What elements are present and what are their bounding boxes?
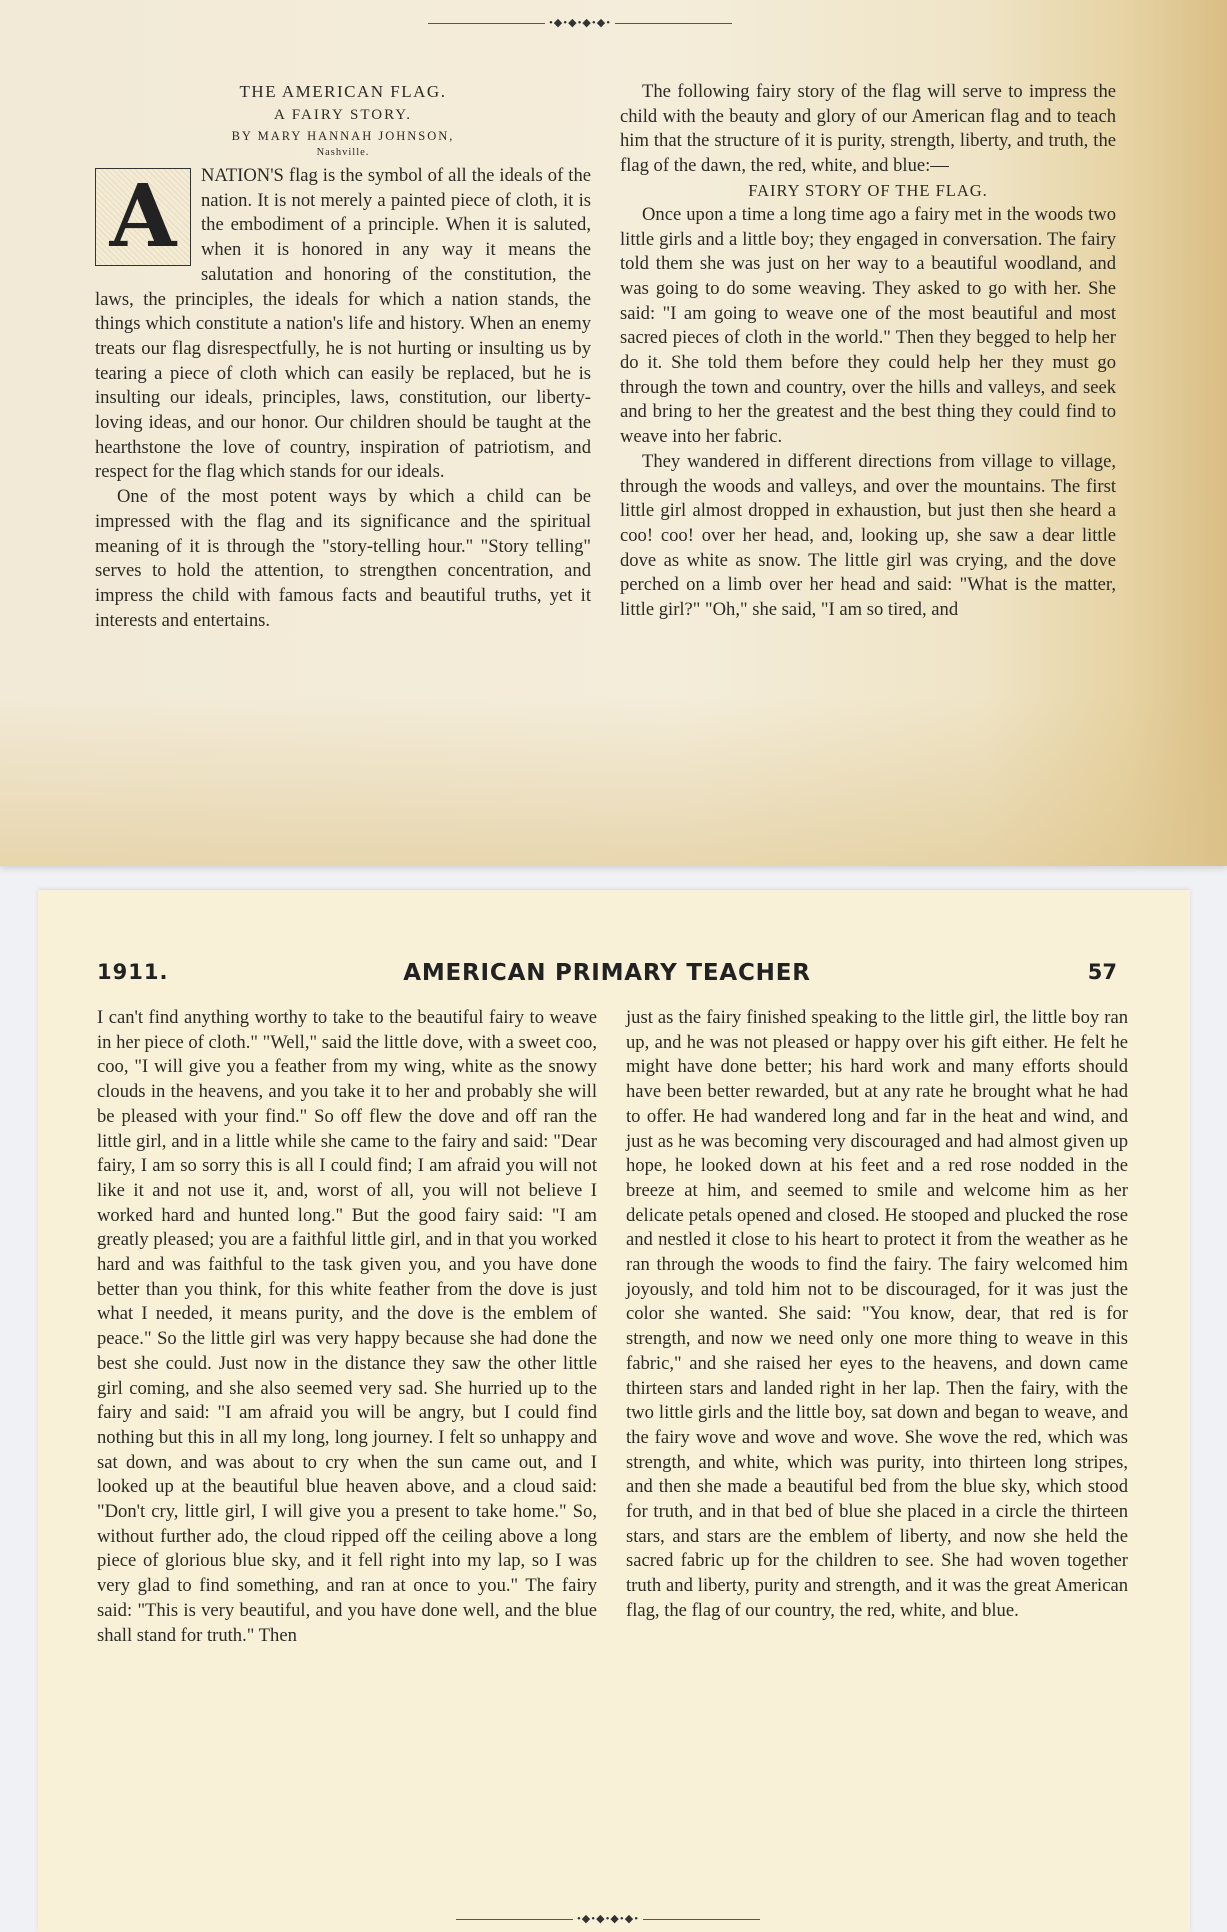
article-title: THE AMERICAN FLAG.	[239, 82, 447, 101]
byline: BY MARY HANNAH JOHNSON,	[231, 129, 455, 143]
top-ornament-rule: •◆•◆•◆•◆•	[428, 16, 732, 30]
storytelling-paragraph: One of the most potent ways by which a child can be impressed with the flag and its significance and the spiritual meaning of it is through the "story-telling hour." "Story telling" serves to hold the attention, to strengthen concentration, and impress the child with famous facts and beautiful truths, yet it interests and entertains.	[95, 486, 591, 631]
bottom-ornament-rule: •◆•◆•◆•◆•	[456, 1912, 760, 1926]
ornamental-drop-cap: A	[95, 168, 191, 266]
running-header	[97, 960, 1117, 990]
intro-paragraph: NATION'S flag is the symbol of all the ideals of the nation. It is not merely a painted piece of cloth, it is the embodiment of a principle. When it is saluted, when it is honored in any way it means the salutation and honoring of the constitution, the laws, the principles, the ideals for which a nation stands, the things which constitute a nation's life and history. When an enemy treats our flag disrespectfully, he is not hurting or insulting us by tearing a piece of cloth which can easily be replaced, but he is insulting our ideals, principles, laws, constitution, our liberty-loving ideas, and our honor. Our children should be taught at the hearthstone the love of country, inspiration of patriotism, and respect for the flag which stands for our ideals.	[95, 165, 591, 483]
story-intro-paragraph: The following fairy story of the flag will serve to impress the child with the beauty and glory of our American flag and to teach him that the structure of it is purity, strength, liberty, and truth, the flag of the dawn, the red, white, and blue:—	[620, 81, 1116, 177]
top-left-column	[95, 80, 591, 633]
byline-place: Nashville.	[316, 147, 370, 158]
story-paragraph: They wandered in different directions from village to village, through the woods and valleys, and over the mountains. The first little girl almost dropped in exhaustion, but just then she heard a coo! coo! over her head, and, looking up, she saw a dear little dove as white as snow. The little girl was crying, and the dove perched on a limb over her head and said: "What is the matter, little girl?" "Oh," she said, "I am so tired, and	[620, 450, 1116, 621]
story-heading: FAIRY STORY OF THE FLAG.	[748, 180, 988, 200]
top-right-column	[620, 80, 1116, 623]
story-paragraph: Once upon a time a long time ago a fairy met in the woods two little girls and a little boy; they engaged in conversation. The fairy told them she was just on her way to a beautiful woodland, and was going to do some weaving. They asked to go with her. She said: "I am going to weave one of the most beautiful and most sacred pieces of cloth in the world." Then they begged to help her do it. She told them before they could help her they must go through the town and country, over the hills and valleys, and seek and bring to her the greatest and the best thing they could find to weave into her fabric.	[620, 203, 1116, 448]
story-continuation-right: just as the fairy finished speaking to the little girl, the little boy ran up, and he was not pleased or happy over his gift either. He felt he might have done better; his hard work and many efforts should have been better rewarded, but at any rate he brought what he had to offer. He had wandered long and far in the heat and wind, and just as he was becoming very discouraged and had almost given up hope, he looked down at his feet and a red rose nodded in the breeze at him, and seemed to smile and welcome him as her delicate petals opened and closed. He stooped and plucked the rose and nestled it close to his heart to protect it from the weather as he ran through the woods to find the fairy. The fairy welcomed him joyously, and told him not to be discouraged, for it was just the color she wanted. She said: "You know, dear, that red is for strength, and now we need only one more thing to weave in this fabric," and she raised her eyes to the heavens, and down came thirteen stars and landed right in her lap. Then the fairy, with the two little girls and the little boy, sat down and began to weave, and the fairy wove and wove and wove. She wove the red, which was strength, and white, which was purity, into thirteen long stripes, and then she made a beautiful bed from the blue sky, which stood for truth, and in that bed of blue she placed in a circle the thirteen stars, and stars are the emblem of liberty, and now she held the sacred fabric up for the children to see. She had woven together truth and liberty, purity and strength, and it was the great American flag, the flag of our country, the red, white, and blue.	[626, 1007, 1128, 1621]
journal-title: AMERICAN PRIMARY TEACHER	[403, 960, 811, 986]
bottom-right-column	[626, 1006, 1128, 1624]
article-subtitle: A FAIRY STORY.	[274, 107, 412, 123]
page-number: 57	[1087, 960, 1117, 984]
header-year: 1911.	[97, 960, 169, 984]
bottom-left-column	[97, 1006, 597, 1648]
story-continuation-left: I can't find anything worthy to take to the beautiful fairy to weave in her piece of cloth." "Well," said the little dove, with a sweet coo, coo, "I will give you a feather from my wing, white as the snowy clouds in the heavens, and you take it to her and probably she will be pleased with your find." So off flew the dove and off ran the little girl, and in a little while she came to the fairy and said: "Dear fairy, I am so sorry this is all I could find; I am afraid you will not like it and not use it, and, worst of all, you will not believe I worked hard and hunted long." But the good fairy said: "I am greatly pleased; you are a faithful little girl, and in that you worked hard and was faithful to the task given you, and you have done better than you think, for this white feather from the dove is just what I needed, it means purity, and the dove is the emblem of peace." So the little girl was very happy because she had done the best she could. Just now in the distance they saw the other little girl coming, and she also seemed very sad. She hurried up to the fairy and said: "I am afraid you will be angry, but I could find nothing but this in all my long, long journey. I felt so unhappy and sat down, and was about to cry when the sun came out, and I looked up at the beautiful blue heaven above, and a cloud said: "Don't cry, little girl, I will give you a present to take home." So, without further ado, the cloud ripped off the ceiling above a long piece of glorious blue sky, and it fell right into my lap, so I was very glad to find something, and ran at once to you." The fairy said: "This is very beautiful, and you have done well, and the blue shall stand for truth." Then	[97, 1007, 597, 1646]
